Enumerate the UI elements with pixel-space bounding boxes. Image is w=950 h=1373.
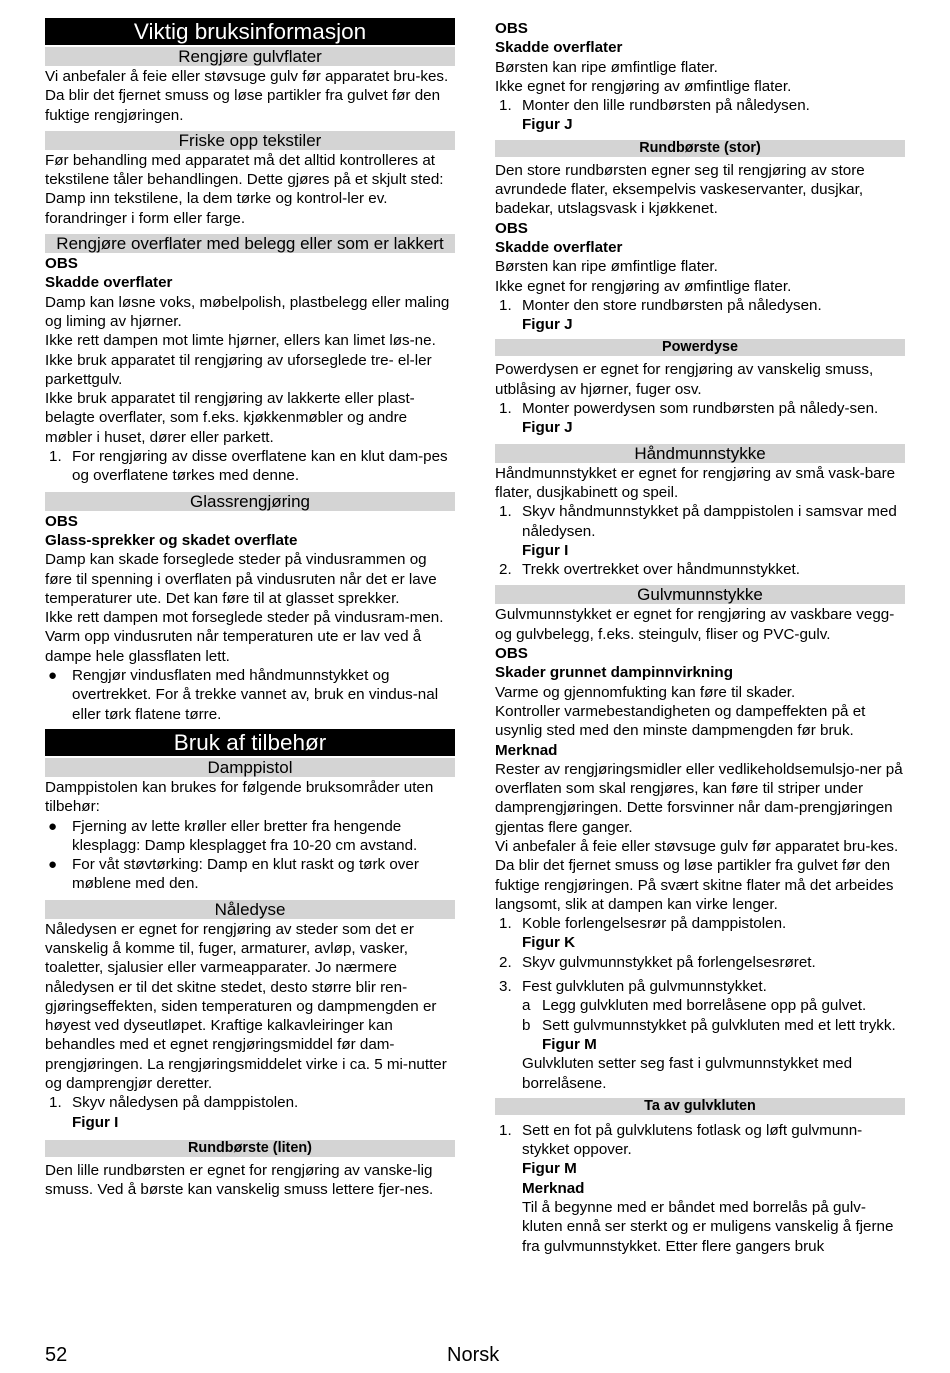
- paragraph: Håndmunnstykket er egnet for rengjøring av små vask-bare flater, dusjkabinett og speil.: [495, 464, 896, 501]
- section-heading-steam-gun: Damppistol: [45, 758, 455, 777]
- figure-reference: Figur I: [72, 1113, 119, 1131]
- step-number: 1.: [49, 448, 62, 466]
- step-text: Fest gulvkluten på gulvmunnstykket.: [522, 978, 767, 996]
- warning-title: Skadde overflater: [495, 39, 623, 57]
- section-heading-floor: Rengjøre gulvflater: [45, 47, 455, 66]
- bullet-text: For våt støvtørking: Damp en klut raskt og tørk over møblene med den.: [72, 856, 419, 893]
- paragraph: Varm opp vindusruten når temperaturen ute er lav ved å dampe hele glassflaten lett.: [45, 628, 422, 665]
- step-text: Koble forlengelsesrør på damppistolen.: [522, 915, 787, 933]
- paragraph: Ikke egnet for rengjøring av ømfintlige flater.: [495, 77, 792, 95]
- list-item: [495, 977, 905, 1093]
- obs-label: OBS: [495, 20, 528, 37]
- step-number: 3.: [499, 978, 512, 996]
- paragraph: Ikke bruk apparatet til rengjøring av uforseglede tre- el-ler parkettgulv.: [45, 351, 432, 388]
- obs-label: OBS: [45, 255, 78, 273]
- step-number: 1.: [499, 1121, 512, 1139]
- obs-label: OBS: [495, 645, 528, 663]
- obs-label: OBS: [495, 219, 528, 237]
- section-heading-hand-nozzle: Håndmunnstykke: [495, 444, 905, 463]
- paragraph: Vi anbefaler å feie eller støvsuge gulv før apparatet bru-kes. Da blir det fjernet smuss og løse partikler fra gulvet før den fuktige rengjøringen.: [45, 68, 449, 124]
- sub-list-item: [522, 996, 905, 1015]
- paragraph: Gulvmunnstykket er egnet for rengjøring av vaskbare vegg- og gulvbelegg, f.eks. steingulv, fliser og PVC-gulv.: [495, 606, 895, 643]
- paragraph: Ikke egnet for rengjøring av ømfintlige flater.: [495, 277, 792, 295]
- section-heading-needle-nozzle: Nåledyse: [45, 900, 455, 919]
- list-item: [495, 914, 905, 953]
- list-item: [45, 666, 455, 724]
- figure-reference: Figur J: [522, 419, 573, 437]
- sub-step-letter: b: [522, 1016, 531, 1034]
- step-number: 1.: [499, 503, 512, 521]
- chapter-heading-accessories: Bruk af tilbehør: [45, 729, 455, 756]
- subsection-heading-power-nozzle: Powerdyse: [495, 339, 905, 356]
- list-item: [495, 296, 905, 335]
- paragraph: Børsten kan ripe ømfintlige flater.: [495, 258, 718, 276]
- subsection-heading-remove-cloth: Ta av gulvkluten: [495, 1098, 905, 1115]
- sub-step-text: Sett gulvmunnstykket på gulvkluten med et lett trykk.: [542, 1016, 896, 1034]
- figure-reference: Figur J: [522, 116, 573, 134]
- paragraph: Varme og gjennomfukting kan føre til skader.: [495, 683, 796, 701]
- paragraph: Før behandling med apparatet må det alltid kontrolleres at tekstilene tåler behandlingen. Dette gjøres på et skjult sted: Damp inn tekstilene, la dem tørke og kontrol-ler ev. forandringer i form eller farge.: [45, 151, 444, 227]
- figure-reference: Figur J: [522, 316, 573, 334]
- paragraph: Ikke rett dampen mot forseglede steder på vindusram-men.: [45, 609, 444, 627]
- paragraph: Damp kan skade forseglede steder på vindusrammen og føre til spenning i overflaten på vindusruten når det er lave temperaturer ute. Det kan føre til at glasset sprekker.: [45, 551, 437, 607]
- bullet-text: Fjerning av lette krøller eller bretter fra hengende klesplagg: Damp klesplagget fra 10-20 cm avstand.: [72, 817, 418, 854]
- warning-title: Skader grunnet dampinnvirkning: [495, 664, 733, 682]
- paragraph: Den lille rundbørsten er egnet for rengjøring av vanske-lig smuss. Ved å børste kan vanskelig smuss lettere fjer-nes.: [45, 1161, 434, 1199]
- step-text: Monter den lille rundbørsten på nåledysen.: [522, 97, 810, 115]
- page-number: 52: [45, 1344, 68, 1366]
- list-item: [45, 817, 455, 856]
- sub-step-text: Legg gulvkluten med borrelåsene opp på gulvet.: [542, 997, 867, 1015]
- paragraph: Ikke bruk apparatet til rengjøring av lakkerte eller plast-belagte overflater, som f.eks. kjøkkenmøbler og andre møbler i huset, dører eller parkett.: [45, 390, 415, 446]
- list-item: [495, 560, 905, 579]
- chapter-heading-important-info: Viktig bruksinformasjon: [45, 18, 455, 45]
- list-item: [495, 953, 905, 972]
- warning-title: Skadde overflater: [45, 274, 173, 292]
- step-text: Skyv nåledysen på damppistolen.: [72, 1094, 299, 1112]
- paragraph: Vi anbefaler å feie eller støvsuge gulv før apparatet bru-kes. Da blir det fjernet smuss og løse partikler fra gulvet før den fuktige rengjøringen. På svært skitne flater må det arbeides langsomt, slik at dampen kan virke lenger.: [495, 837, 899, 913]
- list-item: [495, 96, 905, 135]
- bullet-icon: ●: [48, 856, 58, 874]
- right-column: [495, 19, 905, 1256]
- list-item: [495, 1121, 905, 1256]
- left-column: [45, 18, 455, 1200]
- step-text: Sett en fot på gulvklutens fotlask og løft gulvmunn-stykket oppover.: [522, 1121, 863, 1159]
- subsection-heading-small-brush: Rundbørste (liten): [45, 1140, 455, 1157]
- section-heading-coated-surfaces: Rengjøre overflater med belegg eller som er lakkert: [45, 234, 455, 253]
- figure-reference: Figur K: [522, 934, 576, 952]
- step-number: 1.: [499, 400, 512, 418]
- step-text: Monter powerdysen som rundbørsten på nåledy-sen.: [522, 400, 879, 418]
- figure-reference: Figur M: [522, 1160, 577, 1178]
- list-item: [495, 399, 905, 438]
- list-item: [45, 855, 455, 894]
- paragraph: Powerdysen er egnet for rengjøring av vanskelig smuss, utblåsing av hjørner, fuger osv.: [495, 361, 874, 398]
- step-number: 1.: [499, 296, 512, 314]
- step-number: 1.: [499, 915, 512, 933]
- paragraph: Damppistolen kan brukes for følgende bruksområder uten tilbehør:: [45, 778, 434, 816]
- step-text: Trekk overtrekket over håndmunnstykket.: [522, 561, 800, 579]
- warning-title: Glass-sprekker og skadet overflate: [45, 531, 298, 549]
- sub-list-item: [522, 1016, 905, 1055]
- list-item: [495, 502, 905, 560]
- step-text: For rengjøring av disse overflatene kan en klut dam-pes og overflatene tørkes med denne.: [72, 448, 448, 485]
- step-number: 1.: [49, 1094, 62, 1112]
- step-text: Skyv gulvmunnstykket på forlengelsesrøret.: [522, 953, 816, 971]
- note-label: Merknad: [522, 1179, 585, 1197]
- paragraph: Kontroller varmebestandigheten og dampeffekten på et usynlig sted med den minste dampmengden før bruk.: [495, 702, 866, 740]
- obs-label: OBS: [45, 512, 78, 530]
- paragraph: Ikke rett dampen mot limte hjørner, ellers kan limet løs-ne.: [45, 332, 436, 350]
- figure-reference: Figur M: [542, 1035, 597, 1053]
- step-text: Monter den store rundbørsten på nåledysen.: [522, 296, 822, 314]
- list-item: [45, 1093, 455, 1132]
- warning-title: Skadde overflater: [495, 238, 623, 256]
- list-item: [45, 447, 455, 486]
- step-number: 2.: [499, 561, 512, 579]
- section-heading-floor-nozzle: Gulvmunnstykke: [495, 585, 905, 604]
- note-label: Merknad: [495, 741, 558, 759]
- bullet-icon: ●: [48, 817, 58, 835]
- sub-step-letter: a: [522, 997, 531, 1015]
- step-text: Skyv håndmunnstykket på damppistolen i samsvar med nåledysen.: [522, 503, 897, 540]
- paragraph: Den store rundbørsten egner seg til rengjøring av store avrundede flater, eksempelvis vaskeservanter, dusjkar, badekar, utslagsvask i kjøkkenet.: [495, 161, 865, 218]
- note-text: Til å begynne med er båndet med borrelås på gulv-kluten ennå ser sterkt og er muligens vanskelig å fjerne fra gulvmunnstykket. Etter flere gangers bruk: [522, 1199, 894, 1255]
- subsection-heading-large-brush: Rundbørste (stor): [495, 140, 905, 157]
- paragraph: Rester av rengjøringsmidler eller vedlikeholdsemulsjo-ner på overflaten som skal rengjøres, kan føre til striper under damprengjøringen. Dette forsvinner når dam-prengjøringen gjentas flere ganger.: [495, 760, 903, 836]
- figure-reference: Figur I: [522, 541, 569, 559]
- step-result-text: Gulvkluten setter seg fast i gulvmunnstykket med borrelåsene.: [522, 1055, 853, 1092]
- paragraph: Børsten kan ripe ømfintlige flater.: [495, 58, 718, 76]
- section-heading-textiles: Friske opp tekstiler: [45, 131, 455, 150]
- bullet-text: Rengjør vindusflaten med håndmunnstykket og overtrekket. For å trekke vannet av, bruk en vindus-nal eller tørk flatene tørre.: [72, 667, 439, 723]
- paragraph: Nåledysen er egnet for rengjøring av steder som det er vanskelig å komme til, fuger, armaturer, avløp, vasker, toaletter, sjalusier eller varmeapparater. Jo nærmere nåledysen er til det skitne stedet, desto større blir ren-gjøringseffekten, siden temperaturen og dampmengden er høyest ved dyseutløpet. Kraftige kalkavleiringer kan behandles med et egnet rengjøringsmiddel før dam-prengjøringen. La rengjøringsmiddelet virke i ca. 5 mi-nutter og damprengjør deretter.: [45, 920, 447, 1093]
- footer-language: Norsk: [447, 1344, 500, 1366]
- step-number: 1.: [499, 97, 512, 115]
- bullet-icon: ●: [48, 667, 58, 685]
- step-number: 2.: [499, 953, 512, 971]
- section-heading-glass: Glassrengjøring: [45, 492, 455, 511]
- paragraph: Damp kan løsne voks, møbelpolish, plastbelegg eller maling og liming av hjørner.: [45, 293, 450, 330]
